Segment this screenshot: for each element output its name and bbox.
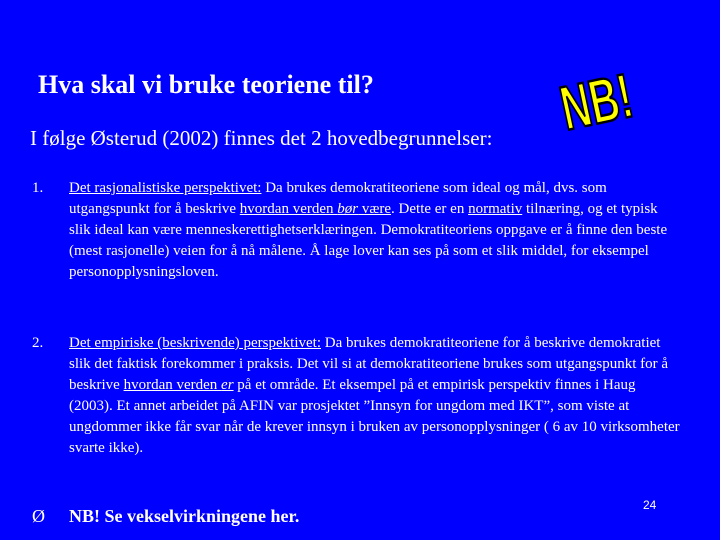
item-underlined-italic: bør (337, 201, 359, 217)
slide-subtitle: I følge Østerud (2002) finnes det 2 hovedbegrunnelser: (30, 126, 493, 150)
item-underlined: hvordan verden (123, 377, 222, 393)
item-underlined-italic: er (221, 377, 234, 393)
item-underlined: hvordan verden (239, 201, 338, 217)
item-body (69, 178, 682, 283)
nb-stamp-text: NB! (554, 61, 639, 145)
nb-stamp-icon (554, 61, 639, 145)
item-heading: Det rasjonalistiske perspektivet: (69, 180, 262, 196)
item-underlined: være (358, 201, 392, 217)
item-number: 1. (32, 180, 44, 196)
item-text: Da brukes demokratiteoriene som ideal og mål, dvs. som utgangspunkt for å beskrive (69, 180, 607, 217)
slide-title: Hva skal vi bruke teoriene til? (38, 70, 374, 99)
item-text: tilnæring, og et typisk slik ideal kan være menneskerettighetserklæringen. Demokratiteoriens oppgave er å finne den beste (mest rasjonelle) veien for å nå målene. Å lage lover kan ses på som et slik middel, for eksempel personopplysningsloven. (69, 201, 668, 280)
item-body (69, 333, 682, 459)
item-text: . Dette er en (391, 201, 469, 217)
arrow-bullet-icon: Ø (32, 506, 45, 526)
page-number: 24 (643, 498, 657, 512)
item-number: 2. (32, 335, 44, 351)
item-text: Da brukes demokratiteoriene for å beskrive demokratiet slik det faktisk forekommer i praksis. Det vil si at demokratiteoriene brukes som utgangspunkt for å beskrive (69, 335, 669, 393)
item-heading: Det empiriske (beskrivende) perspektivet: (69, 335, 321, 351)
list-item (32, 333, 682, 459)
bottom-note (32, 506, 299, 527)
list-item (32, 178, 682, 283)
item-text: på et område. Et eksempel på et empirisk perspektiv finnes i Haug (2003). Et annet arbeidet på AFIN var prosjektet ”Innsyn for ungdom med IKT”, som viste at ungdommer ikke får svar når de krever innsyn i bruken av personopplysninger ( 6 av 10 virksomheter svarte ikke). (69, 377, 680, 456)
bottom-note-text: NB! Se vekselvirkningene her. (69, 506, 300, 526)
item-underlined: normativ (468, 201, 523, 217)
